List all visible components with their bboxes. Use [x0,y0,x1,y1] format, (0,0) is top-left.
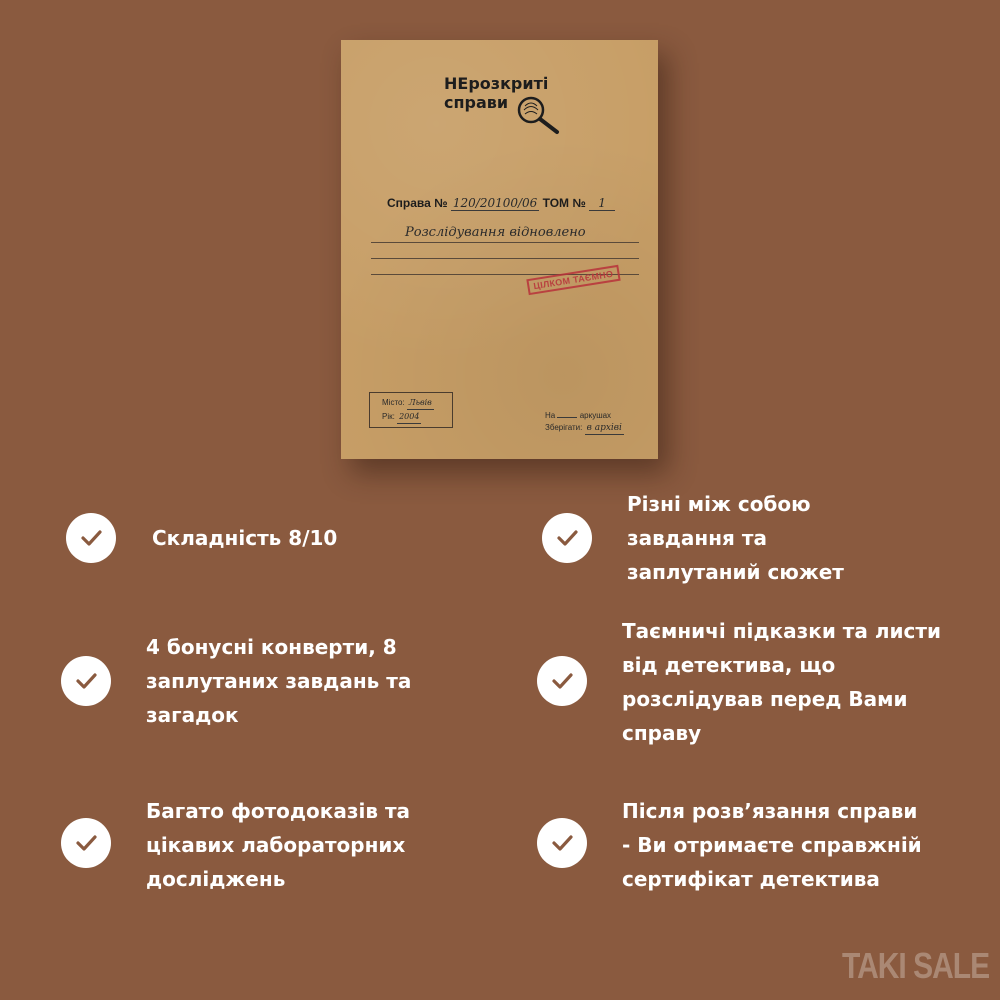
feature-line: Різні між собою [627,492,811,516]
feature-line: заплутаний сюжет [627,560,844,584]
brand-line-2: справи [444,93,509,112]
city-value: Львів [407,396,434,410]
sheets-blank [557,417,577,418]
year-value: 2004 [397,410,421,424]
secret-stamp: ЦІЛКОМ ТАЄМНО [526,265,620,295]
feature-text-photos [146,794,410,896]
check-icon [61,656,111,706]
archive-info [545,410,624,435]
feature-line: Після розв’язання справи [622,799,918,823]
feature-line: Складність 8/10 [152,526,338,550]
feature-line: Таємничі підказки та листи [622,619,941,643]
feature-line: загадок [146,703,239,727]
feature-text-clues [622,614,941,750]
feature-text-envelopes [146,630,411,732]
check-icon [537,656,587,706]
stored-label: Зберігати: [545,423,583,432]
check-icon [66,513,116,563]
feature-line: - Ви отримаєте справжній [622,833,922,857]
check-icon [537,818,587,868]
feature-line: від детектива, що [622,653,836,677]
check-icon [61,818,111,868]
form-line [371,242,639,243]
volume-number: 1 [589,196,615,211]
feature-line: заплутаних завдань та [146,669,412,693]
feature-line: справу [622,721,702,745]
form-line [371,258,639,259]
feature-text-tasks [627,487,844,589]
case-number-line [387,196,637,211]
feature-line: завдання та [627,526,767,550]
city-year-box [369,392,453,428]
brand-line-1: НЕрозкриті [444,74,549,93]
case-folder-image [341,40,658,459]
feature-text-certificate [622,794,922,896]
watermark-logo: TAKI SALE [842,946,990,987]
case-number: 120/20100/06 [452,196,538,210]
feature-line: розслідував перед Вами [622,687,908,711]
check-icon [542,513,592,563]
case-status: Розслідування відновлено [405,225,586,240]
feature-line: досліджень [146,867,286,891]
feature-line: 4 бонусні конверти, 8 [146,635,397,659]
case-label: Справа № [387,196,448,210]
sheets-prefix: На [545,411,556,420]
feature-line: сертифікат детектива [622,867,880,891]
feature-text-difficulty [152,521,337,555]
stored-value: в архіві [586,423,622,433]
feature-line: Багато фотодоказів та [146,799,411,823]
year-label: Рік: [382,412,395,421]
city-label: Місто: [382,398,405,407]
volume-label: ТОМ № [542,196,586,210]
sheets-suffix: аркушах [579,411,612,420]
magnifier-fingerprint-icon [513,94,565,136]
feature-line: цікавих лабораторних [146,833,406,857]
